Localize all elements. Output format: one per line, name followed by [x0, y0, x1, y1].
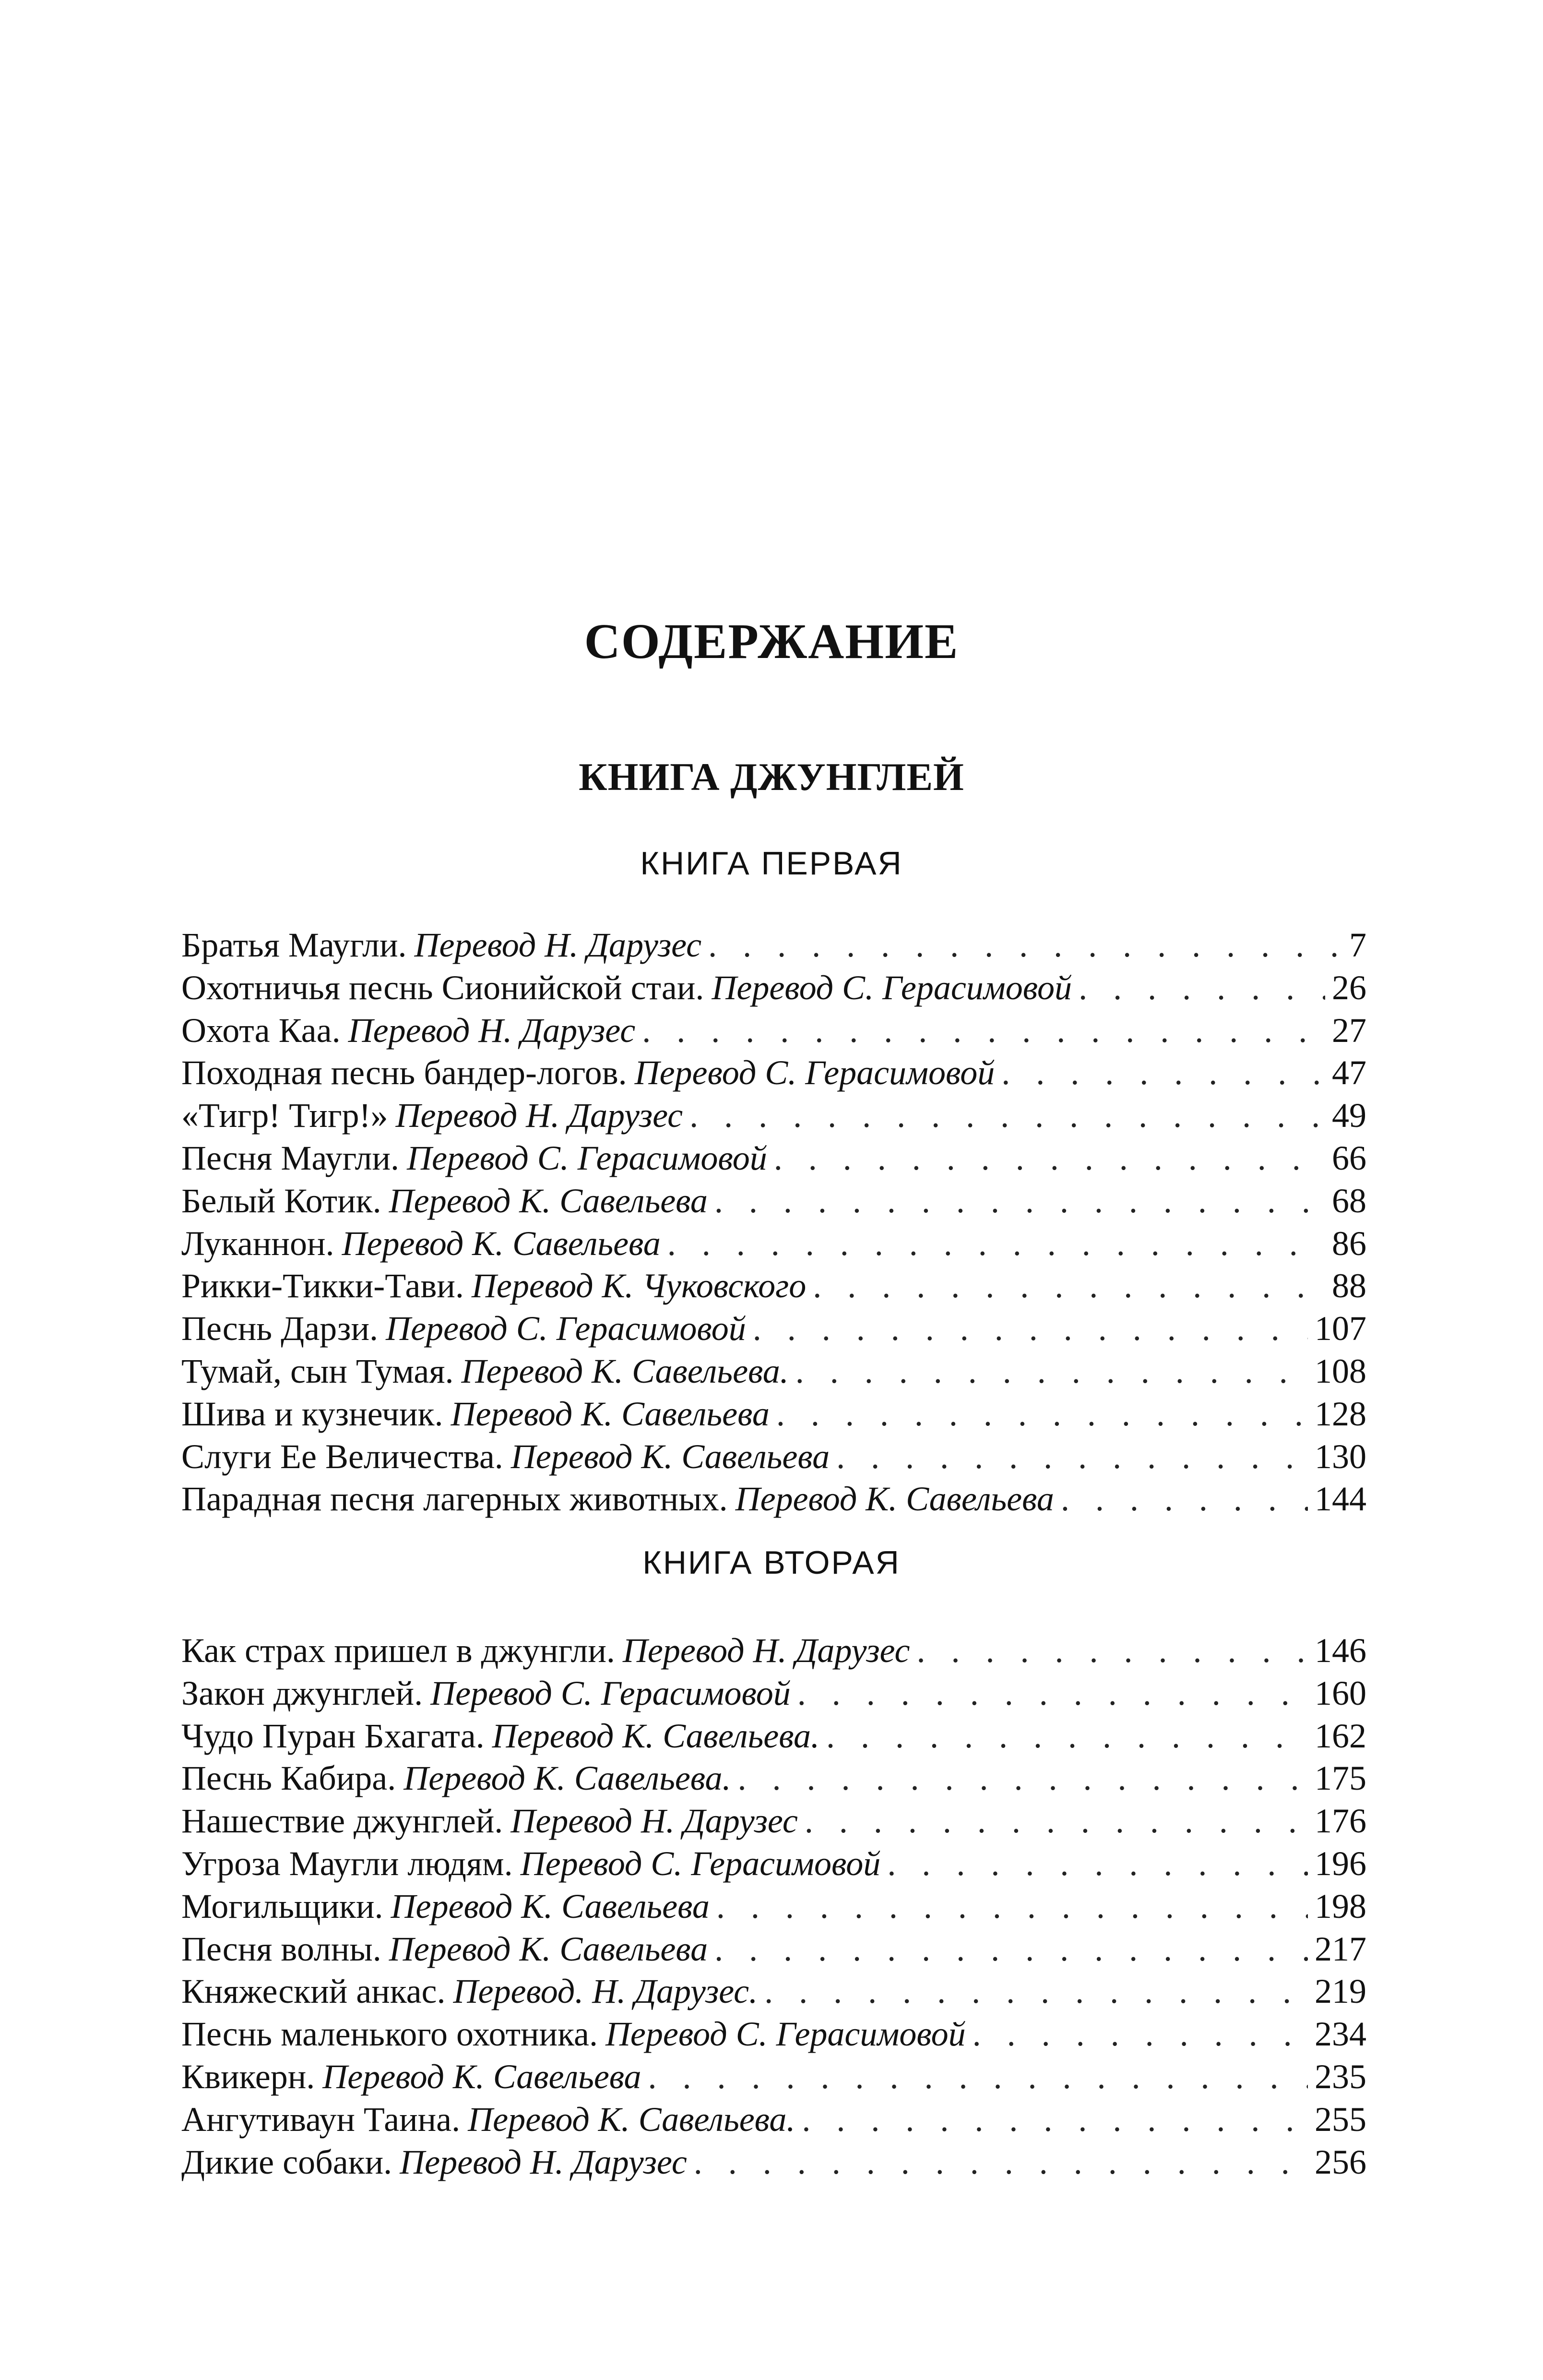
toc-entry-page-number: 219 [1315, 1972, 1366, 2011]
dot-leader [689, 1094, 1325, 1137]
dot-leader [753, 1307, 1308, 1350]
toc-entry-translator: Перевод К. Савельева. [461, 1351, 789, 1390]
toc-list-book-one [181, 924, 1366, 1520]
toc-entry-title: Походная песнь бандер-логов. [181, 1053, 627, 1092]
toc-entry-page-number: 68 [1332, 1181, 1366, 1220]
toc-entry [181, 1800, 1366, 1842]
toc-entry-translator: Перевод К. Савельева [389, 1181, 708, 1220]
toc-entry-translator: Перевод К. Чуковского [471, 1267, 807, 1305]
toc-entry-title: Белый Котик. [181, 1181, 381, 1220]
toc-entry-page-number: 47 [1332, 1053, 1366, 1092]
toc-entry-page-number: 130 [1315, 1437, 1366, 1476]
toc-list-book-two [181, 1629, 1366, 2183]
toc-entry-page-number: 26 [1332, 968, 1366, 1007]
toc-entry-translator: Перевод К. Савельева [391, 1887, 710, 1926]
toc-entry-page-number: 108 [1315, 1351, 1366, 1390]
toc-entry-page-number: 146 [1315, 1631, 1366, 1670]
toc-entry-title: Угроза Маугли людям. [181, 1844, 513, 1883]
toc-entry-title: Охотничья песнь Сионийской стаи. [181, 968, 704, 1007]
dot-leader [1079, 967, 1325, 1009]
toc-entry-title: Тумай, сын Тумая. [181, 1351, 454, 1390]
toc-entry-page-number: 162 [1315, 1716, 1366, 1755]
toc-entry [181, 1265, 1366, 1307]
toc-entry [181, 924, 1366, 967]
dot-leader [802, 2098, 1308, 2141]
toc-entry [181, 1307, 1366, 1350]
toc-entry-translator: Перевод. Н. Дарузес. [453, 1972, 758, 2011]
toc-entry-translator: Перевод К. Савельева [389, 1929, 708, 1968]
toc-entry-page-number: 255 [1315, 2100, 1366, 2139]
toc-entry [181, 1094, 1366, 1137]
toc-entry [181, 1393, 1366, 1435]
toc-entry-title: Закон джунглей. [181, 1674, 423, 1712]
toc-entry-title: Слуги Ее Величества. [181, 1437, 503, 1476]
toc-entry [181, 1137, 1366, 1180]
toc-entry-translator: Перевод К. Савельева. [404, 1759, 731, 1798]
toc-entry-translator: Перевод С. Герасимовой [430, 1674, 791, 1712]
dot-leader [708, 924, 1341, 967]
toc-entry [181, 1715, 1366, 1758]
dot-leader [642, 1009, 1325, 1052]
toc-entry [181, 1478, 1366, 1520]
toc-entry-title: Песнь маленького охотника. [181, 2015, 598, 2054]
toc-entry-page-number: 66 [1332, 1138, 1366, 1177]
dot-leader [776, 1393, 1308, 1435]
toc-entry-title: Шива и кузнечик. [181, 1394, 443, 1433]
section-heading-book-two: КНИГА ВТОРАЯ [642, 1544, 901, 1581]
book-title: КНИГА ДЖУНГЛЕЙ [579, 755, 964, 799]
toc-entry-page-number: 176 [1315, 1802, 1366, 1841]
toc-entry-translator: Перевод С. Герасимовой [712, 968, 1072, 1007]
toc-entry-translator: Перевод С. Герасимовой [386, 1309, 746, 1348]
page-title: СОДЕРЖАНИЕ [584, 614, 959, 669]
toc-entry [181, 1842, 1366, 1885]
dot-leader [1061, 1478, 1308, 1520]
toc-entry-page-number: 144 [1315, 1480, 1366, 1519]
toc-entry-title: Песнь Дарзи. [181, 1309, 378, 1348]
toc-entry [181, 1885, 1366, 1928]
section-heading-book-one: КНИГА ПЕРВАЯ [640, 845, 903, 882]
toc-entry-page-number: 234 [1315, 2015, 1366, 2054]
toc-entry [181, 967, 1366, 1009]
toc-entry [181, 1629, 1366, 1672]
toc-entry [181, 1052, 1366, 1094]
toc-entry-title: Княжеский анкас. [181, 1972, 446, 2011]
dot-leader [738, 1757, 1308, 1800]
toc-entry [181, 1970, 1366, 2013]
toc-entry-page-number: 7 [1349, 926, 1366, 964]
toc-entry-title: Как страх пришел в джунгли. [181, 1631, 615, 1670]
toc-entry-translator: Перевод Н. Дарузес [400, 2142, 687, 2181]
dot-leader [973, 2013, 1308, 2056]
toc-entry [181, 1435, 1366, 1478]
toc-entry [181, 1350, 1366, 1393]
toc-entry [181, 1672, 1366, 1715]
toc-entry-translator: Перевод С. Герасимовой [520, 1844, 881, 1883]
dot-leader [774, 1137, 1325, 1180]
toc-entry-page-number: 198 [1315, 1887, 1366, 1926]
toc-entry-translator: Перевод К. Савельева [735, 1480, 1054, 1519]
toc-entry-page-number: 175 [1315, 1759, 1366, 1798]
toc-entry-page-number: 27 [1332, 1011, 1366, 1050]
dot-leader [648, 2056, 1308, 2098]
toc-entry-title: Ангутиваун Таина. [181, 2100, 461, 2139]
dot-leader [917, 1629, 1308, 1672]
toc-entry-title: Рикки-Тикки-Тави. [181, 1267, 464, 1305]
dot-leader [797, 1672, 1308, 1715]
toc-entry-title: Парадная песня лагерных животных. [181, 1480, 728, 1519]
toc-entry-translator: Перевод Н. Дарузес [348, 1011, 636, 1050]
toc-entry-translator: Перевод К. Савельева. [492, 1716, 819, 1755]
toc-entry [181, 2141, 1366, 2184]
toc-entry-title: Братья Маугли. [181, 926, 407, 964]
toc-entry-title: Охота Каа. [181, 1011, 341, 1050]
dot-leader [764, 1970, 1308, 2013]
toc-entry-translator: Перевод Н. Дарузес [414, 926, 702, 964]
toc-entry-title: Песня волны. [181, 1929, 381, 1968]
toc-entry-page-number: 256 [1315, 2142, 1366, 2181]
toc-entry [181, 1180, 1366, 1222]
toc-entry [181, 1757, 1366, 1800]
toc-entry-translator: Перевод С. Герасимовой [605, 2015, 966, 2054]
toc-entry-translator: Перевод К. Савельева [510, 1437, 830, 1476]
toc-entry-title: Песнь Кабира. [181, 1759, 396, 1798]
toc-entry-translator: Перевод К. Савельева. [468, 2100, 795, 2139]
dot-leader [714, 1928, 1308, 1971]
dot-leader [813, 1265, 1325, 1307]
toc-entry [181, 1928, 1366, 1971]
toc-entry-page-number: 235 [1315, 2057, 1366, 2096]
toc-entry [181, 2098, 1366, 2141]
toc-entry-translator: Перевод К. Савельева [322, 2057, 641, 2096]
toc-entry-title: Песня Маугли. [181, 1138, 400, 1177]
toc-entry-translator: Перевод К. Савельева [451, 1394, 770, 1433]
dot-leader [714, 1180, 1325, 1222]
dot-leader [795, 1350, 1308, 1393]
dot-leader [805, 1800, 1308, 1842]
toc-entry-page-number: 196 [1315, 1844, 1366, 1883]
dot-leader [667, 1222, 1325, 1265]
toc-entry-translator: Перевод С. Герасимовой [634, 1053, 995, 1092]
toc-entry-title: Нашествие джунглей. [181, 1802, 503, 1841]
toc-entry-title: Квикерн. [181, 2057, 315, 2096]
toc-entry-translator: Перевод Н. Дарузес [395, 1096, 683, 1135]
toc-entry-page-number: 86 [1332, 1224, 1366, 1263]
dot-leader [716, 1885, 1308, 1928]
toc-entry-title: Могильщики. [181, 1887, 383, 1926]
dot-leader [887, 1842, 1308, 1885]
toc-entry-page-number: 217 [1315, 1929, 1366, 1968]
toc-entry-translator: Перевод Н. Дарузес [510, 1802, 798, 1841]
toc-entry-page-number: 160 [1315, 1674, 1366, 1712]
toc-entry-title: «Тигр! Тигр!» [181, 1096, 388, 1135]
toc-entry [181, 2013, 1366, 2056]
toc-entry-page-number: 49 [1332, 1096, 1366, 1135]
dot-leader [694, 2141, 1308, 2184]
toc-entry-title: Дикие собаки. [181, 2142, 392, 2181]
toc-entry-title: Чудо Пуран Бхагата. [181, 1716, 485, 1755]
toc-entry-page-number: 88 [1332, 1267, 1366, 1305]
toc-entry-translator: Перевод К. Савельева [342, 1224, 661, 1263]
dot-leader [836, 1435, 1308, 1478]
toc-entry-translator: Перевод С. Герасимовой [407, 1138, 767, 1177]
dot-leader [1001, 1052, 1325, 1094]
dot-leader [826, 1715, 1308, 1758]
toc-entry [181, 2056, 1366, 2098]
toc-entry-page-number: 107 [1315, 1309, 1366, 1348]
toc-entry-title: Луканнон. [181, 1224, 334, 1263]
toc-entry-page-number: 128 [1315, 1394, 1366, 1433]
toc-entry [181, 1222, 1366, 1265]
toc-entry-translator: Перевод Н. Дарузес [622, 1631, 910, 1670]
toc-entry [181, 1009, 1366, 1052]
